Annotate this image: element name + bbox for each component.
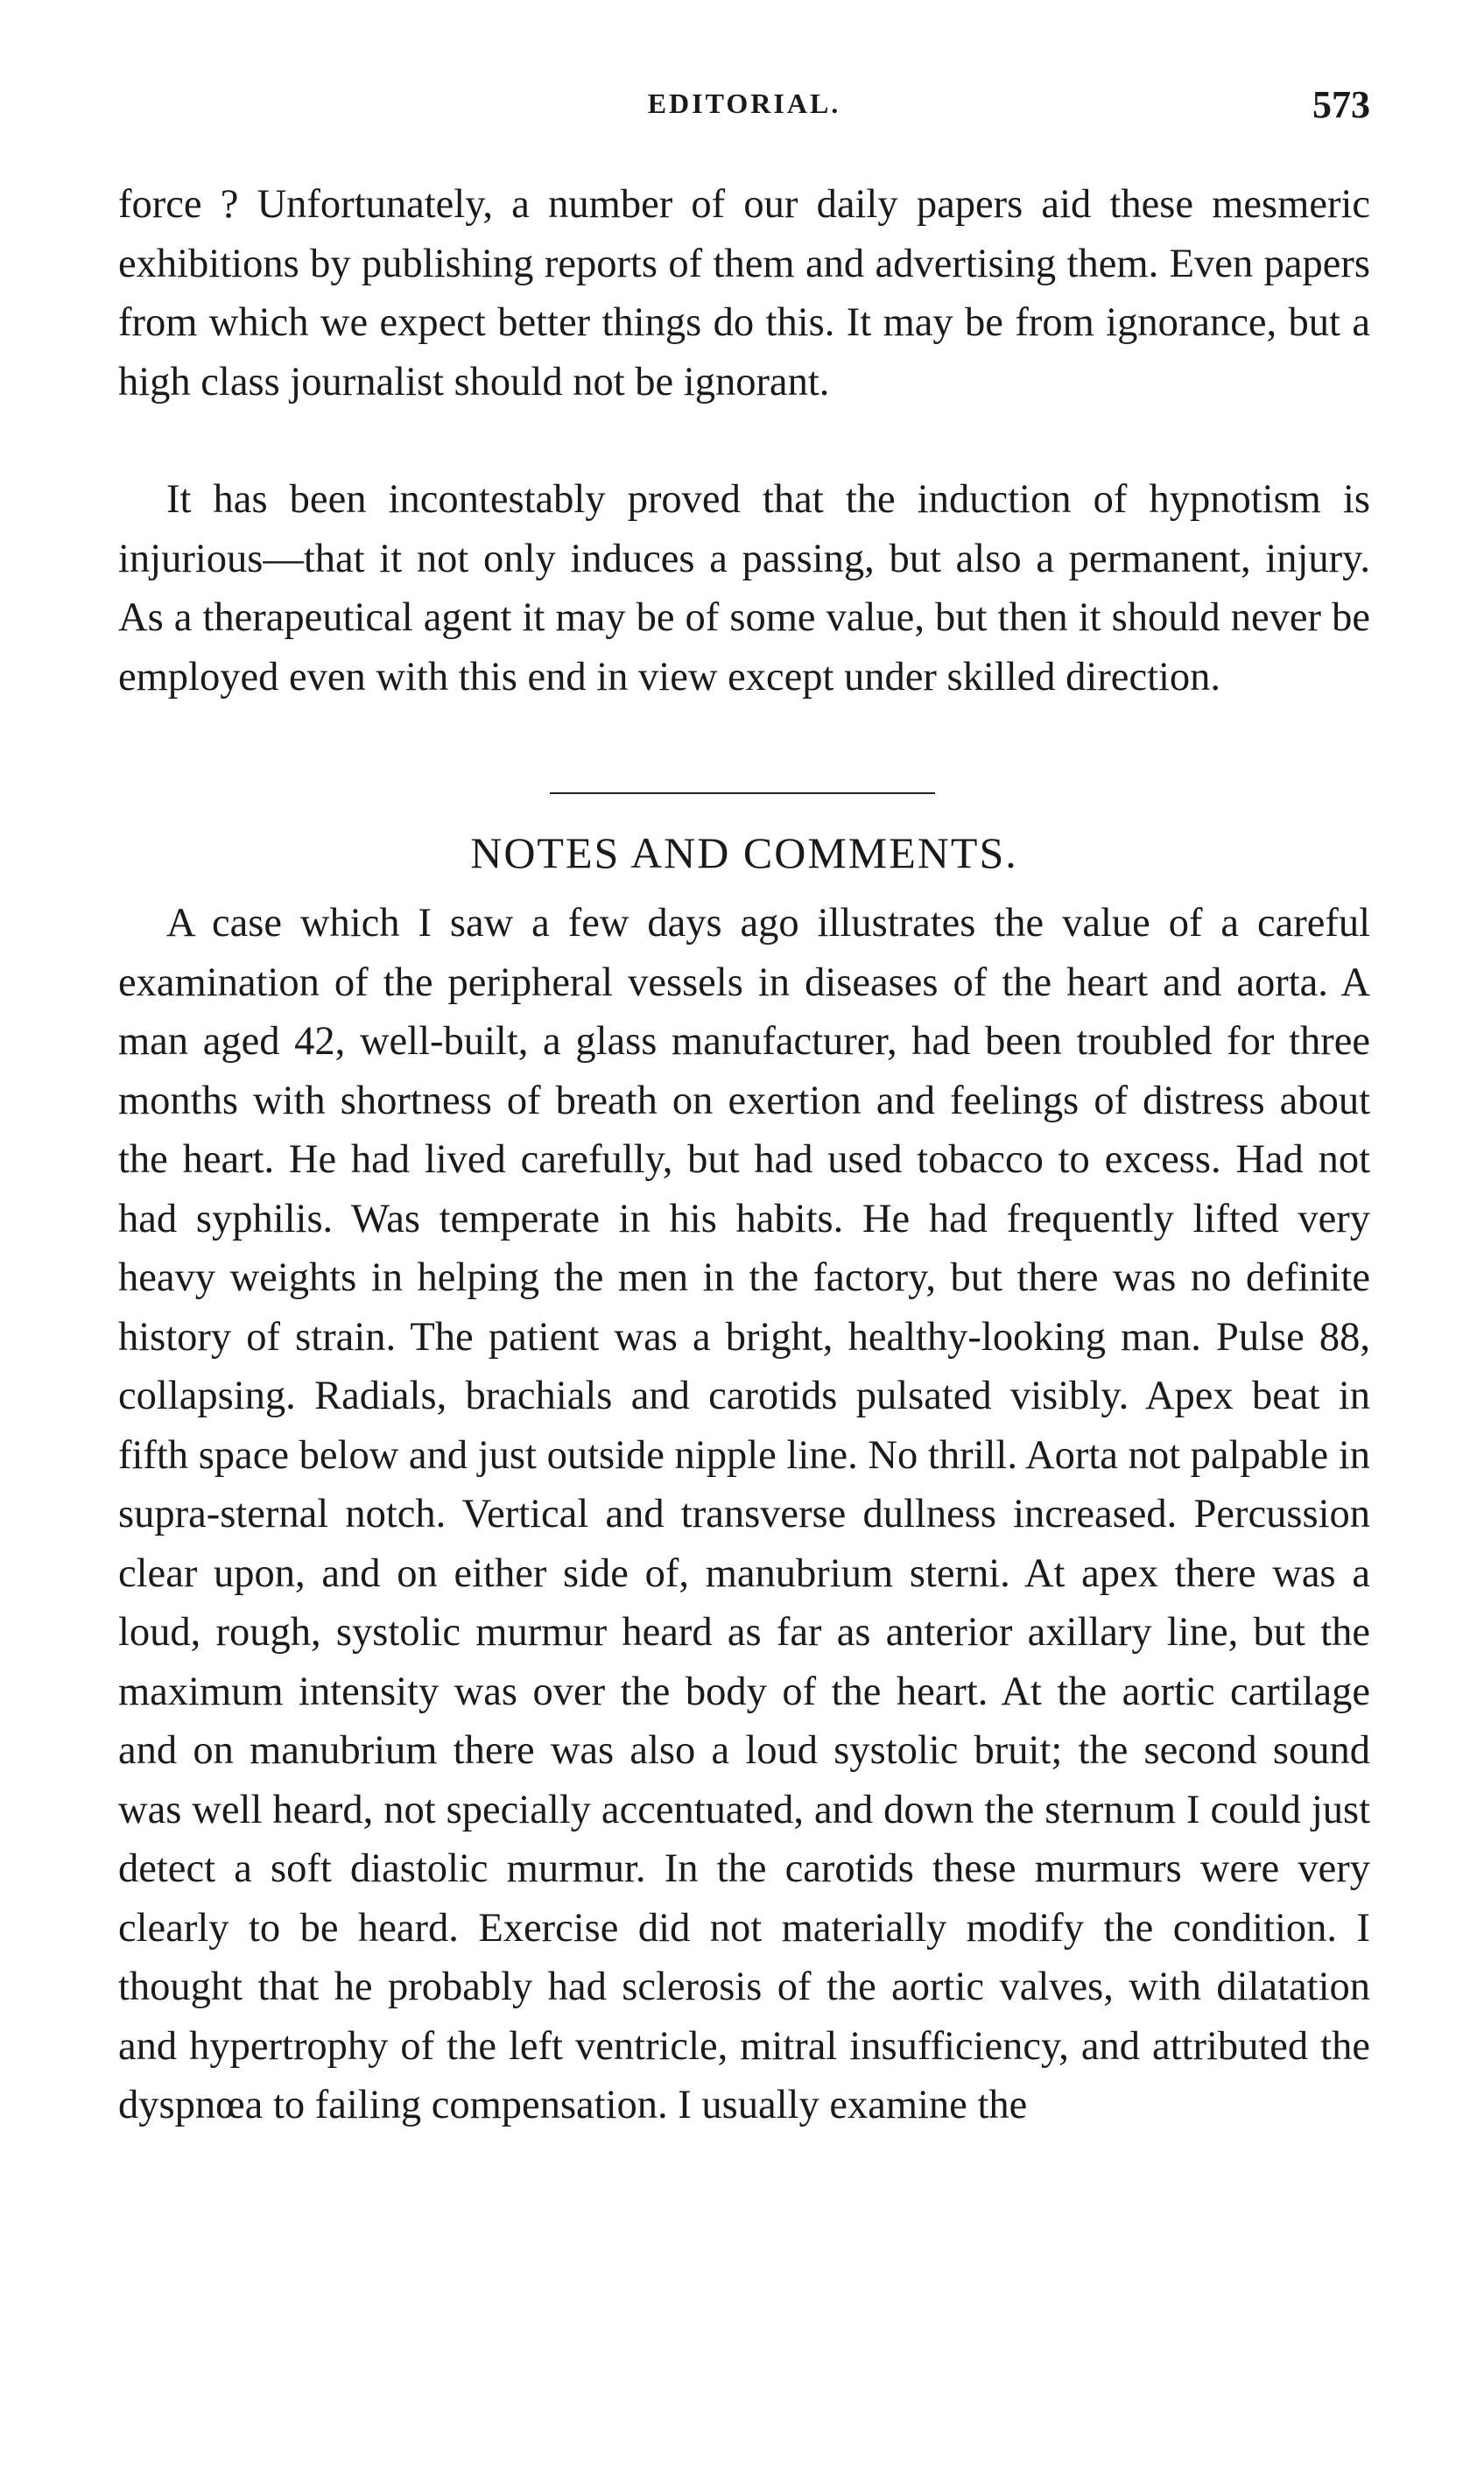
section-divider [550,792,935,794]
section-heading: NOTES AND COMMENTS. [470,828,1018,877]
running-header [118,83,1370,131]
notes-paragraph: A case which I saw a few days ago illustrates the value of a careful examination of the peripheral vessels in diseases of the heart and aorta. A man aged 42, well-built, a glass manufacturer, had been troubled for three months with shortness of breath on exertion and feelings of distress about the heart. He had lived carefully, but had used tobacco to excess. Had not had syphilis. Was temperate in his habits. He had frequently lifted very heavy weights in helping the men in the factory, but there was no definite history of strain. The patient was a bright, healthy-looking man. Pulse 88, collapsing. Radials, brachials and carotids pulsated visibly. Apex beat in fifth space below and just outside nipple line. No thrill. Aorta not palpable in supra-sternal notch. Vertical and transverse dullness increased. Percussion clear upon, and on either side of, manubrium sterni. At apex there was a loud, rough, systolic murmur heard as far as anterior axillary line, but the maximum intensity was over the body of the heart. At the aortic cartilage and on manubrium there was also a loud systolic bruit; the second sound was well heard, not specially accentuated, and down the sternum I could just detect a soft diastolic murmur. In the carotids these murmurs were very clearly to be heard. Exercise did not materially modify the condition. I thought that he probably had sclerosis of the aortic valves, with dilatation and hypertrophy of the left ventricle, mitral insufficiency, and attributed the dyspnœa to failing compensation. I usually examine the [118,901,1370,2127]
running-title: EDITORIAL. [647,88,841,119]
page-number: 573 [1312,83,1370,126]
editorial-paragraph-2: It has been incontestably proved that the induction of hypnotism is injurious—that it not only induces a passing, but also a permanent, injury. As a therapeutical agent it may be of some value, but then it should never be employed even with this end in view except under skilled direction. [118,477,1370,700]
editorial-paragraph-1: force ? Unfortunately, a number of our daily papers aid these mesmeric exhibitions by publishing reports of them and advertising them. Even papers from which we expect better things do this. It may be from ignorance, but a high class journalist should not be ignorant. [118,182,1370,404]
